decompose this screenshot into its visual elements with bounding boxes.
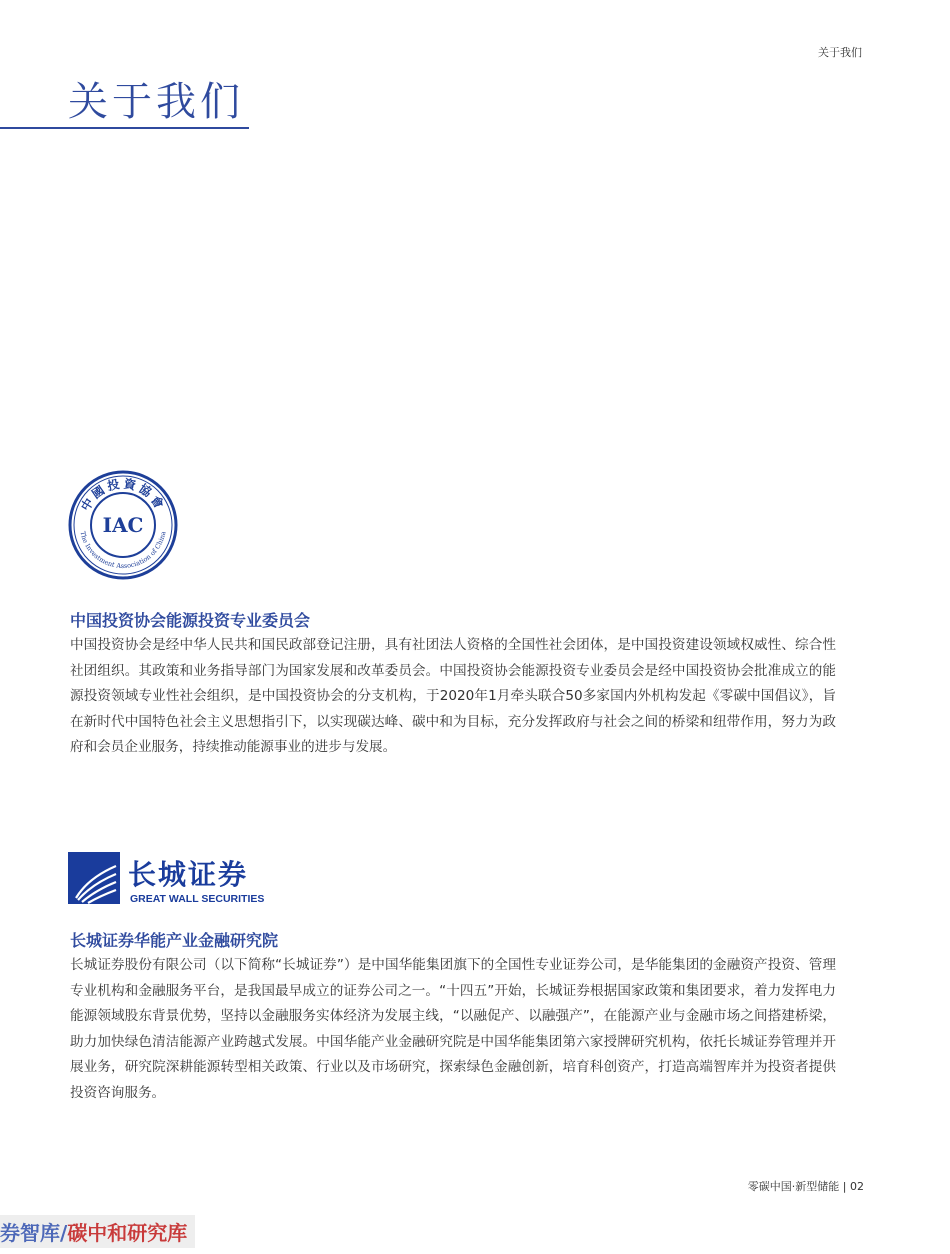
greatwall-logo-en: GREAT WALL SECURITIES: [130, 893, 265, 905]
iac-section-title: 中国投资协会能源投资专业委员会: [70, 611, 311, 630]
iac-logo-top-text: 中國投資協會: [78, 476, 168, 514]
iac-logo-text: IAC: [102, 513, 144, 537]
iac-logo: [68, 470, 178, 580]
greatwall-logo: [68, 852, 298, 906]
greatwall-logo-cn: 长城证券: [128, 858, 249, 891]
watermark-part-a: 券智库/: [0, 1221, 68, 1245]
header-section-label: 关于我们: [818, 46, 862, 59]
iac-section-body: 中国投资协会是经中华人民共和国民政部登记注册，具有社团法人资格的全国性社会团体，是中国投资建设领域权威性、综合性社团组织。其政策和业务指导部门为国家发展和改革委员会。中国投资协会能源投资专业委员会是经中国投资协会批准成立的能源投资领域专业性社会组织，是中国投资协会的分支机构，于2020年1月牵头联合50多家国内外机构发起《零碳中国倡议》，旨在新时代中国特色社会主义思想指引下，以实现碳达峰、碳中和为目标，充分发挥政府与社会之间的桥梁和纽带作用，努力为政府和会员企业服务，持续推动能源事业的进步与发展。: [70, 637, 836, 755]
title-underline: [0, 127, 249, 129]
watermark: [0, 1215, 195, 1248]
page-title: 关于我们: [68, 79, 244, 125]
greatwall-section-body: 长城证券股份有限公司（以下简称“长城证券”）是中国华能集团旗下的全国性专业证券公司，是华能集团的金融资产投资、管理专业机构和金融服务平台，是我国最早成立的证券公司之一。“十四五”开始，长城证券根据国家政策和集团要求，着力发挥电力能源领域股东背景优势，坚持以金融服务实体经济为发展主线，“以融促产、以融强产”，在能源产业与金融市场之间搭建桥梁，助力加快绿色清洁能源产业跨越式发展。中国华能产业金融研究院是中国华能集团第六家授牌研究机构，依托长城证券管理并开展业务，研究院深耕能源转型相关政策、行业以及市场研究，探索绿色金融创新，培育科创资产，打造高端智库并为投资者提供投资咨询服务。: [70, 957, 836, 1101]
iac-logo-ring-text: The Investment Association of China: [78, 530, 168, 571]
watermark-part-b: 碳中和研究库: [67, 1221, 188, 1245]
page-footer: 零碳中国·新型储能 | 02: [747, 1180, 864, 1193]
greatwall-section-title: 长城证券华能产业金融研究院: [70, 931, 279, 950]
